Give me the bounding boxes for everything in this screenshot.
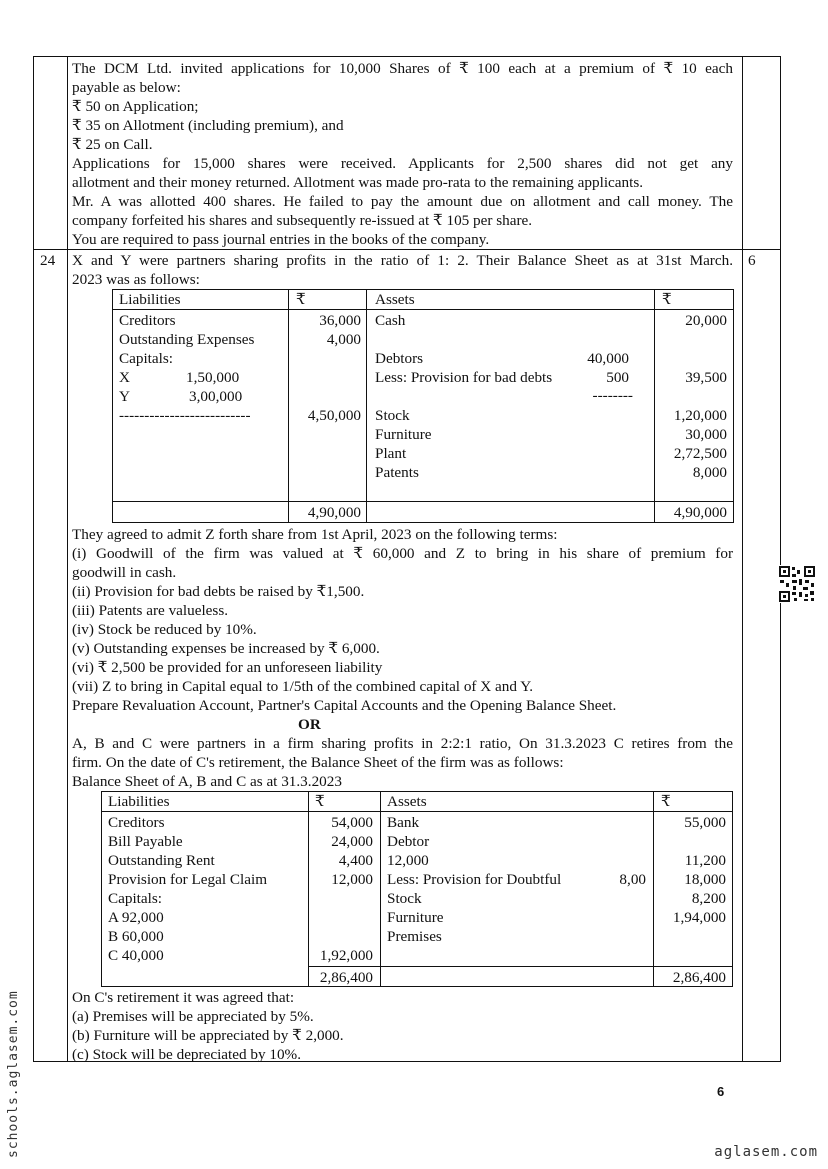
q24-intro-2: 2023 was as follows: [72, 271, 200, 288]
balance-sheet-abc [101, 791, 733, 987]
bs1-stock-amount: 1,20,000 [673, 407, 727, 424]
bs2-header-assets: Assets [387, 793, 427, 810]
bs1-furniture-amount: 30,000 [685, 426, 727, 443]
q24-retire-a: (a) Premises will be appreciated by 5%. [72, 1008, 314, 1025]
q24-terms-intro: They agreed to admit Z forth share from 1st April, 2023 on the following terms: [72, 526, 558, 543]
question-frame [33, 56, 781, 1062]
q24-marks: 6 [748, 252, 756, 269]
bs2-header-rupee-2: ₹ [661, 793, 671, 810]
q24-term-vii: (vii) Z to bring in Capital equal to 1/5th of the combined capital of X and Y. [72, 678, 534, 695]
q24-term-iii: (iii) Patents are valueless. [72, 602, 229, 619]
q24-term-iv: (iv) Stock be reduced by 10%. [72, 621, 257, 638]
bs2-bank: Bank [387, 814, 420, 831]
bs1-capital-x-amount: 1,50,000 [186, 369, 240, 386]
bs2-less-provision: Less: Provision for Doubtful [387, 871, 562, 888]
or-separator: OR [298, 716, 321, 733]
bs2-bank-amount: 55,000 [684, 814, 726, 831]
bs1-stock: Stock [375, 407, 410, 424]
bs1-dashes: -------------------------- [119, 407, 251, 424]
bs1-patents-amount: 8,000 [692, 464, 727, 481]
q23-line-10: You are required to pass journal entries in the books of the company. [72, 231, 490, 248]
bs2-less-provision-value: 8,00 [619, 871, 646, 888]
bs2-header-rupee-1: ₹ [315, 793, 325, 810]
footer-site: aglasem.com [714, 1144, 818, 1160]
bs1-furniture: Furniture [375, 426, 432, 443]
bs2-capital-b: B 60,000 [108, 928, 164, 945]
q24-alt-intro-3: Balance Sheet of A, B and C as at 31.3.2023 [72, 773, 342, 790]
bs2-total-liabilities: 2,86,400 [319, 969, 373, 986]
bs2-bill-payable: Bill Payable [108, 833, 183, 850]
q23-line-9: company forfeited his shares and subsequently re-issued at ₹ 105 per share. [72, 212, 533, 229]
bs2-bill-payable-amount: 24,000 [331, 833, 373, 850]
q23-line-7: allotment and their money returned. Allotment was made pro-rata to the remaining applicants. [72, 174, 644, 191]
q23-line-8: Mr. A was allotted 400 shares. He failed to pay the amount due on allotment and call money. The [72, 193, 733, 210]
q24-prepare: Prepare Revaluation Account, Partner's Capital Accounts and the Opening Balance Sheet. [72, 697, 617, 714]
bs1-debtors: Debtors [375, 350, 424, 367]
q24-term-vi: (vi) ₹ 2,500 be provided for an unforeseen liability [72, 659, 383, 676]
q24-number: 24 [40, 252, 56, 269]
side-watermark: schools.aglasem.com [6, 990, 21, 1158]
bs1-less-provision: Less: Provision for bad debts [375, 369, 553, 386]
qr-code-icon [778, 565, 816, 603]
col-divider-2 [742, 57, 743, 1061]
row-divider [34, 249, 780, 250]
bs1-outstanding-expenses: Outstanding Expenses [119, 331, 255, 348]
bs2-header-liabilities: Liabilities [108, 793, 170, 810]
bs2-outstanding-rent-amount: 4,400 [338, 852, 373, 869]
bs1-cash: Cash [375, 312, 406, 329]
q24-alt-intro-2: firm. On the date of C's retirement, the Balance Sheet of the firm was as follows: [72, 754, 564, 771]
bs1-provision-amount: 500 [606, 369, 629, 386]
bs1-capital-x: X [119, 369, 130, 386]
bs1-capital-y-amount: 3,00,000 [189, 388, 243, 405]
bs2-stock: Stock [387, 890, 422, 907]
q24-retire-b: (b) Furniture will be appreciated by ₹ 2,000. [72, 1027, 344, 1044]
bs1-cash-amount: 20,000 [685, 312, 727, 329]
bs1-capitals: Capitals: [119, 350, 173, 367]
bs2-total-assets: 2,86,400 [672, 969, 726, 986]
bs2-amount-194000: 1,94,000 [672, 909, 726, 926]
bs1-dashes-2: -------- [592, 387, 633, 404]
q23-line-1: The DCM Ltd. invited applications for 10,000 Shares of ₹ 100 each at a premium of ₹ 10 each [72, 60, 733, 77]
bs1-header-rupee-1: ₹ [296, 291, 306, 308]
bs2-capital-c: C 40,000 [108, 947, 164, 964]
bs2-debtor: Debtor [387, 833, 430, 850]
bs1-outstanding-expenses-amount: 4,000 [326, 331, 361, 348]
bs2-debtor-net: 11,200 [684, 852, 726, 869]
q24-retire-c: (c) Stock will be depreciated by 10%. [72, 1046, 301, 1063]
bs2-creditors-amount: 54,000 [331, 814, 373, 831]
col-divider-1 [67, 57, 68, 1061]
bs2-debtor-value: 12,000 [387, 852, 429, 869]
bs2-outstanding-rent: Outstanding Rent [108, 852, 215, 869]
bs2-legal-claim-amount: 12,000 [331, 871, 373, 888]
q23-line-4: ₹ 35 on Allotment (including premium), and [72, 117, 344, 134]
bs1-creditors-amount: 36,000 [319, 312, 361, 329]
bs2-furniture: Furniture [387, 909, 444, 926]
bs1-total-liabilities: 4,90,000 [307, 504, 361, 521]
bs2-premises: Premises [387, 928, 442, 945]
bs1-header-rupee-2: ₹ [662, 291, 672, 308]
q24-alt-intro-1: A, B and C were partners in a firm sharing profits in 2:2:1 ratio, On 31.3.2023 C retires from the [72, 735, 733, 752]
bs2-amount-18000: 18,000 [684, 871, 726, 888]
bs1-debtors-amount: 40,000 [587, 350, 629, 367]
bs1-net-debtors: 39,500 [685, 369, 727, 386]
bs2-capitals: Capitals: [108, 890, 162, 907]
balance-sheet-xy [112, 289, 734, 523]
bs1-plant-amount: 2,72,500 [673, 445, 727, 462]
q24-term-i-cont: goodwill in cash. [72, 564, 177, 581]
bs2-capital-a: A 92,000 [108, 909, 164, 926]
bs1-patents: Patents [375, 464, 419, 481]
bs1-capital-y: Y [119, 388, 130, 405]
bs1-plant: Plant [375, 445, 407, 462]
q24-term-i: (i) Goodwill of the firm was valued at ₹ 60,000 and Z to bring in his share of premium for [72, 545, 733, 562]
bs1-capital-total: 4,50,000 [307, 407, 361, 424]
q23-line-3: ₹ 50 on Application; [72, 98, 199, 115]
page-number: 6 [717, 1084, 725, 1099]
bs1-total-assets: 4,90,000 [673, 504, 727, 521]
q23-line-6: Applications for 15,000 shares were received. Applicants for 2,500 shares did not get any [72, 155, 733, 172]
bs1-header-assets: Assets [375, 291, 415, 308]
bs1-header-liabilities: Liabilities [119, 291, 181, 308]
bs2-creditors: Creditors [108, 814, 165, 831]
bs1-creditors: Creditors [119, 312, 176, 329]
q24-term-ii: (ii) Provision for bad debts be raised by ₹1,500. [72, 583, 365, 600]
q23-line-5: ₹ 25 on Call. [72, 136, 153, 153]
q24-intro-1: X and Y were partners sharing profits in the ratio of 1: 2. Their Balance Sheet as at 31st March. [72, 252, 733, 269]
bs2-legal-claim: Provision for Legal Claim [108, 871, 268, 888]
q24-retire-intro: On C's retirement it was agreed that: [72, 989, 295, 1006]
bs2-amount-8200: 8,200 [691, 890, 726, 907]
q23-line-2: payable as below: [72, 79, 181, 96]
bs2-capital-total: 1,92,000 [319, 947, 373, 964]
q24-term-v: (v) Outstanding expenses be increased by ₹ 6,000. [72, 640, 380, 657]
